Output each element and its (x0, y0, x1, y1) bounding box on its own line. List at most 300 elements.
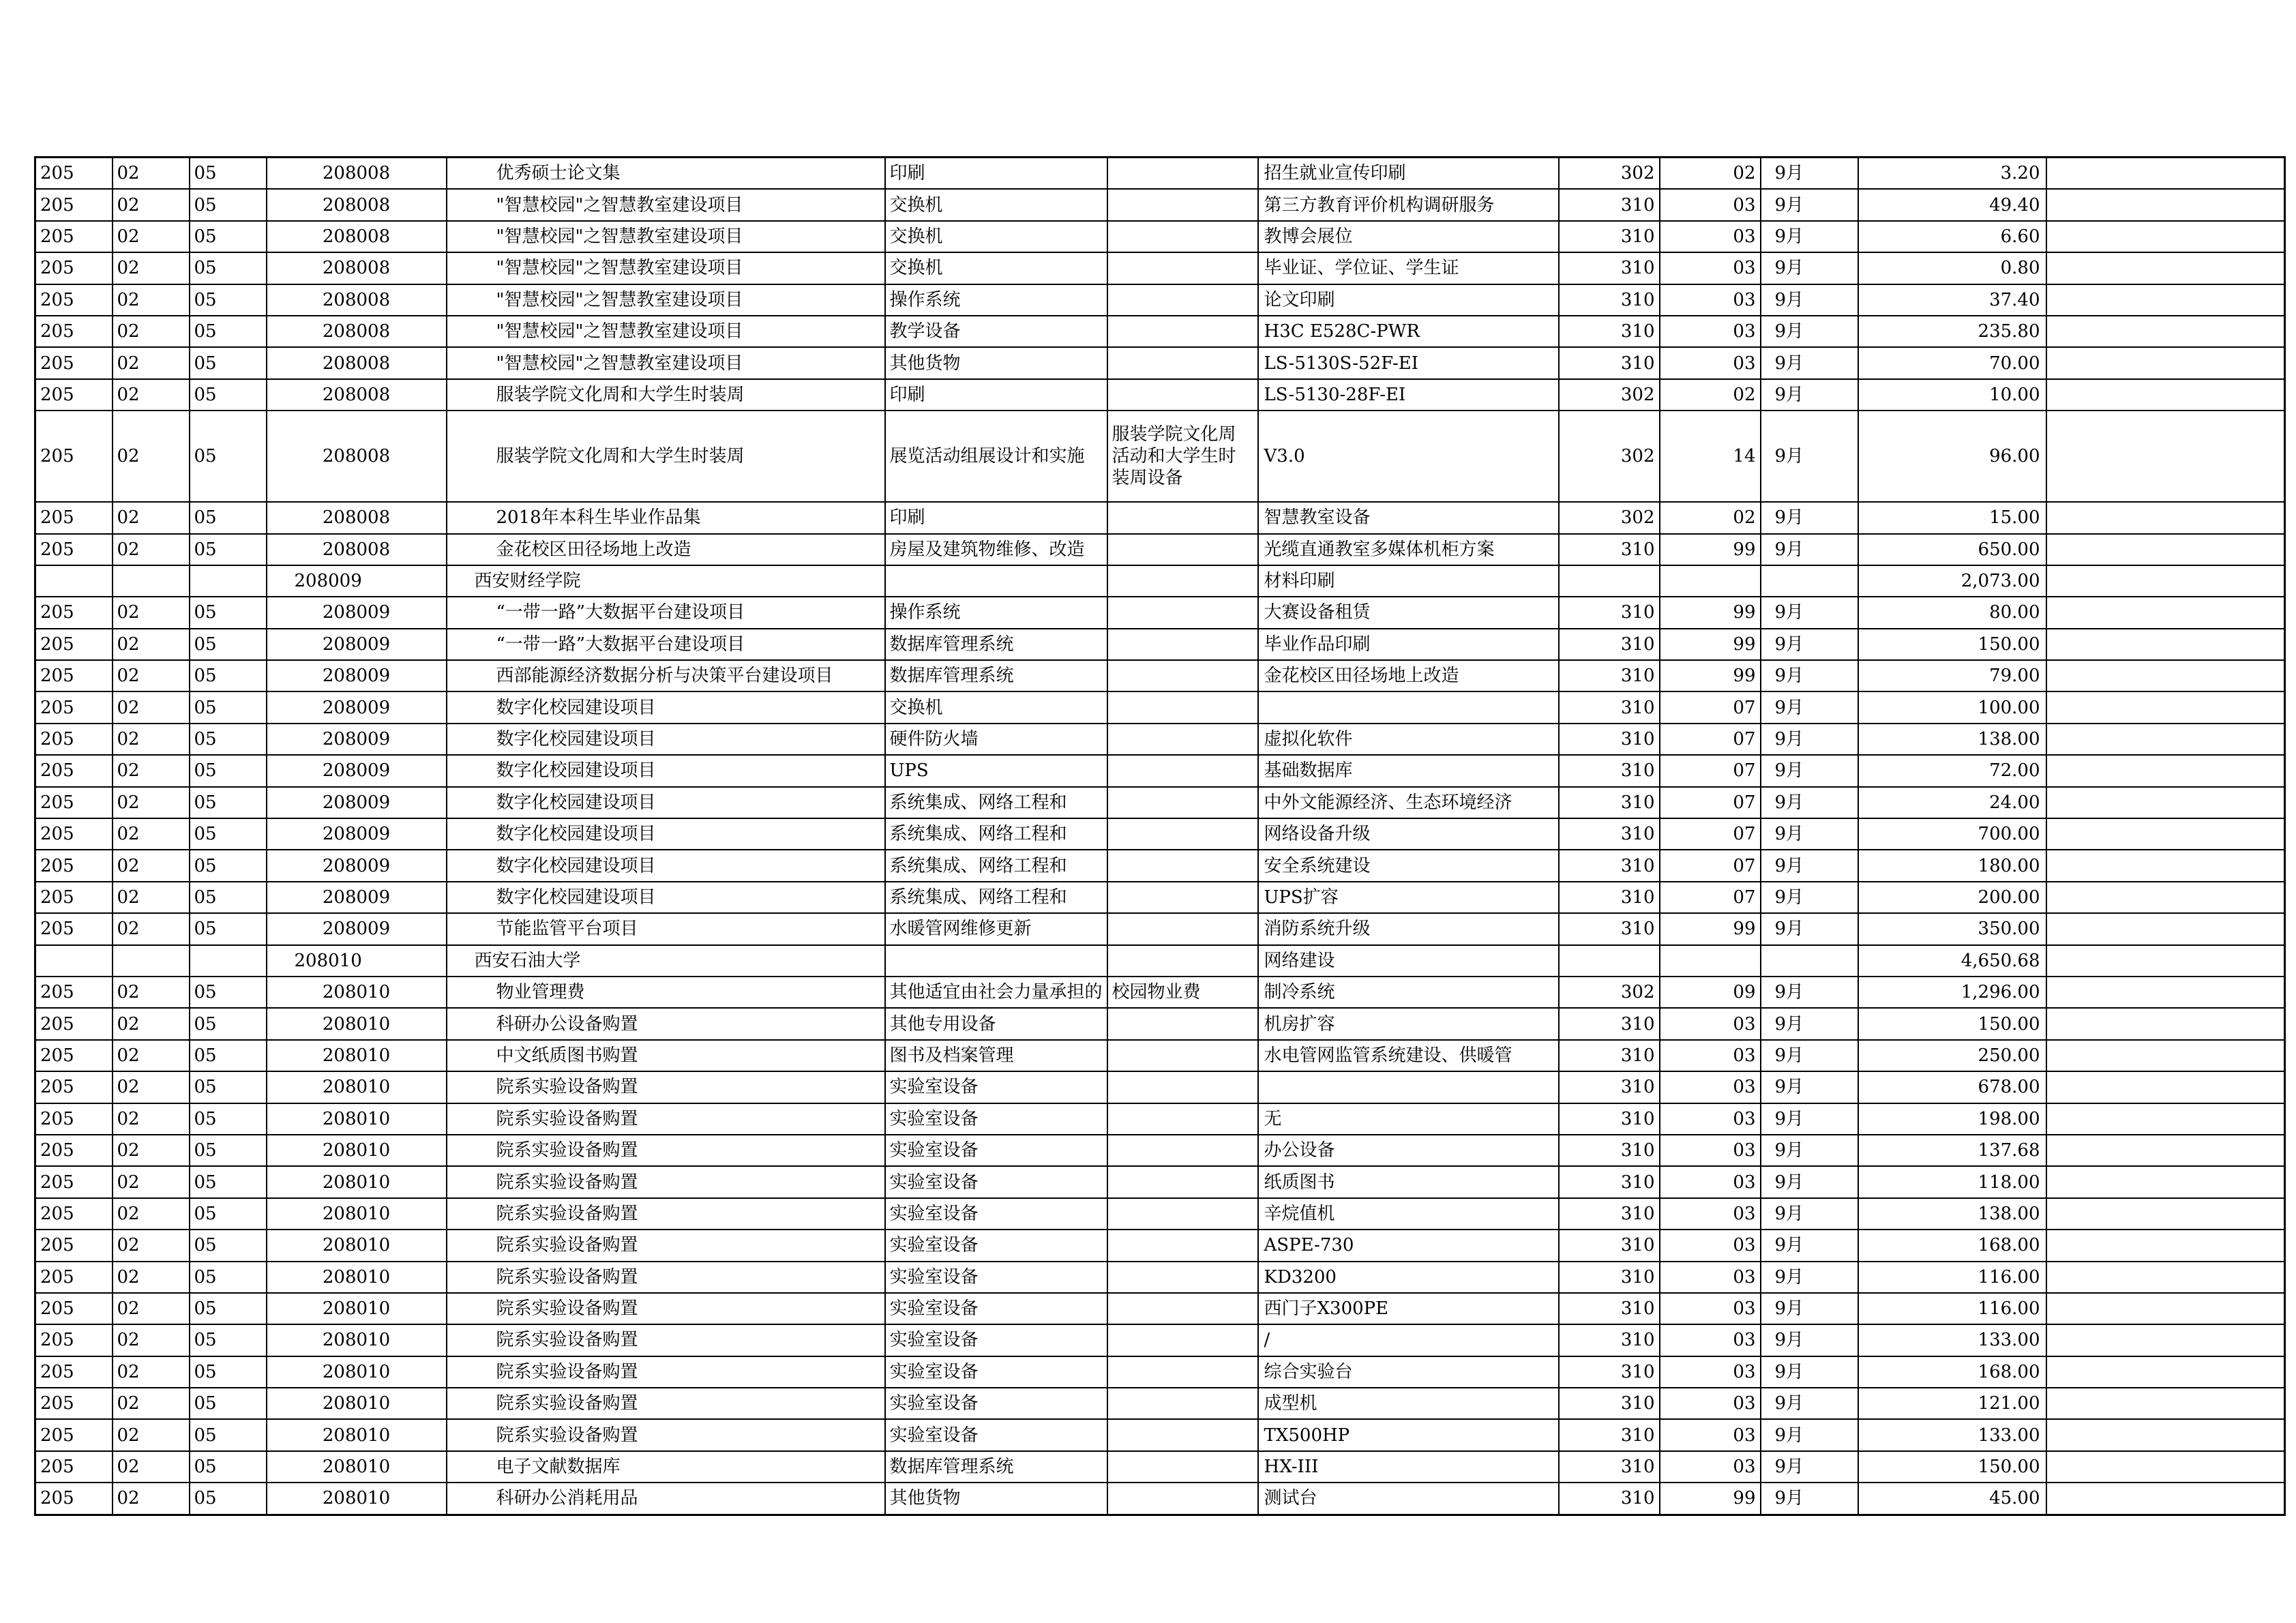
cell-category: 教学设备 (885, 316, 1107, 347)
table-row (35, 221, 2285, 252)
cell-econ-class: 310 (1559, 252, 1660, 284)
cell-extra (2046, 850, 2285, 881)
cell-project-name: 院系实验设备购置 (447, 1419, 885, 1450)
cell-month: 9月 (1761, 221, 1858, 252)
cell-category: 数据库管理系统 (885, 660, 1107, 691)
cell-month: 9月 (1761, 629, 1858, 660)
cell-note (1107, 1166, 1258, 1197)
cell-col-c: 05 (190, 597, 267, 628)
table-body (35, 158, 2285, 1515)
cell-project-name: 科研办公消耗用品 (447, 1483, 885, 1515)
cell-econ-item: 99 (1660, 913, 1761, 944)
cell-item-description: H3C E528C-PWR (1258, 316, 1559, 347)
cell-amount: 72.00 (1858, 755, 2046, 786)
cell-project-name: 2018年本科生毕业作品集 (447, 502, 885, 533)
cell-category: 实验室设备 (885, 1103, 1107, 1135)
cell-col-c: 05 (190, 252, 267, 284)
cell-econ-item: 03 (1660, 1293, 1761, 1324)
cell-item-description: 消防系统升级 (1258, 913, 1559, 944)
cell-project-code: 208008 (267, 534, 447, 565)
cell-amount: 118.00 (1858, 1166, 2046, 1197)
cell-note (1107, 189, 1258, 220)
table-row (35, 1451, 2285, 1483)
cell-extra (2046, 221, 2285, 252)
cell-col-c: 05 (190, 787, 267, 818)
cell-extra (2046, 691, 2285, 723)
cell-project-code: 208009 (267, 882, 447, 913)
cell-project-code: 208009 (267, 850, 447, 881)
cell-month: 9月 (1761, 411, 1858, 502)
cell-econ-class (1559, 565, 1660, 597)
cell-month: 9月 (1761, 158, 1858, 190)
cell-col-a (35, 565, 113, 597)
cell-col-a: 205 (35, 189, 113, 220)
cell-col-b: 02 (113, 629, 190, 660)
cell-note (1107, 1451, 1258, 1483)
cell-col-c: 05 (190, 1198, 267, 1230)
cell-project-name: 西部能源经济数据分析与决策平台建设项目 (447, 660, 885, 691)
cell-col-b: 02 (113, 379, 190, 411)
cell-econ-item: 99 (1660, 534, 1761, 565)
cell-note (1107, 379, 1258, 411)
cell-category: UPS (885, 755, 1107, 786)
cell-category: 实验室设备 (885, 1135, 1107, 1166)
cell-econ-item: 02 (1660, 158, 1761, 190)
cell-col-b: 02 (113, 977, 190, 1008)
cell-item-description: UPS扩容 (1258, 882, 1559, 913)
table-row (35, 158, 2285, 190)
cell-item-description: 基础数据库 (1258, 755, 1559, 786)
cell-month: 9月 (1761, 597, 1858, 628)
cell-col-a: 205 (35, 1166, 113, 1197)
cell-amount: 100.00 (1858, 691, 2046, 723)
cell-project-name: 院系实验设备购置 (447, 1166, 885, 1197)
cell-month: 9月 (1761, 534, 1858, 565)
cell-col-a: 205 (35, 1324, 113, 1356)
cell-econ-class: 310 (1559, 913, 1660, 944)
cell-month: 9月 (1761, 1166, 1858, 1197)
cell-col-a: 205 (35, 755, 113, 786)
cell-note (1107, 221, 1258, 252)
cell-col-b: 02 (113, 1230, 190, 1261)
cell-month: 9月 (1761, 1293, 1858, 1324)
cell-col-a: 205 (35, 1262, 113, 1293)
cell-item-description (1258, 691, 1559, 723)
cell-item-description: 制冷系统 (1258, 977, 1559, 1008)
cell-extra (2046, 629, 2285, 660)
cell-note (1107, 787, 1258, 818)
cell-category: 系统集成、网络工程和 (885, 818, 1107, 850)
cell-amount: 6.60 (1858, 221, 2046, 252)
cell-col-a: 205 (35, 221, 113, 252)
table-row (35, 1419, 2285, 1450)
cell-col-a: 205 (35, 1040, 113, 1071)
cell-note (1107, 1230, 1258, 1261)
cell-col-b: 02 (113, 597, 190, 628)
cell-econ-item: 03 (1660, 1008, 1761, 1039)
cell-col-c: 05 (190, 1388, 267, 1419)
cell-note (1107, 1008, 1258, 1039)
table-row (35, 1356, 2285, 1388)
cell-month: 9月 (1761, 502, 1858, 533)
table-row (35, 629, 2285, 660)
cell-econ-class: 310 (1559, 316, 1660, 347)
table-row (35, 691, 2285, 723)
cell-project-name: 数字化校园建设项目 (447, 882, 885, 913)
cell-col-b: 02 (113, 691, 190, 723)
cell-amount: 49.40 (1858, 189, 2046, 220)
cell-month: 9月 (1761, 379, 1858, 411)
cell-note (1107, 158, 1258, 190)
cell-project-name: "智慧校园"之智慧教室建设项目 (447, 284, 885, 316)
cell-amount: 0.80 (1858, 252, 2046, 284)
cell-amount: 198.00 (1858, 1103, 2046, 1135)
cell-col-c: 05 (190, 379, 267, 411)
cell-econ-class: 310 (1559, 534, 1660, 565)
cell-category: 印刷 (885, 502, 1107, 533)
cell-econ-class: 310 (1559, 660, 1660, 691)
cell-col-c: 05 (190, 882, 267, 913)
cell-category: 实验室设备 (885, 1071, 1107, 1103)
cell-month: 9月 (1761, 1071, 1858, 1103)
cell-amount: 168.00 (1858, 1356, 2046, 1388)
cell-amount: 79.00 (1858, 660, 2046, 691)
table-row (35, 1103, 2285, 1135)
cell-item-description: 论文印刷 (1258, 284, 1559, 316)
cell-category: 实验室设备 (885, 1388, 1107, 1419)
cell-amount: 168.00 (1858, 1230, 2046, 1261)
table-row (35, 977, 2285, 1008)
cell-category: 硬件防火墙 (885, 724, 1107, 755)
cell-item-description: 智慧教室设备 (1258, 502, 1559, 533)
cell-category: 实验室设备 (885, 1356, 1107, 1388)
cell-extra (2046, 502, 2285, 533)
cell-month: 9月 (1761, 1483, 1858, 1515)
cell-category (885, 565, 1107, 597)
cell-extra (2046, 660, 2285, 691)
cell-col-b: 02 (113, 1356, 190, 1388)
cell-note (1107, 284, 1258, 316)
cell-col-c: 05 (190, 850, 267, 881)
cell-extra (2046, 189, 2285, 220)
cell-econ-class: 310 (1559, 1388, 1660, 1419)
cell-col-c: 05 (190, 1293, 267, 1324)
cell-econ-item: 07 (1660, 724, 1761, 755)
table-row (35, 882, 2285, 913)
cell-category: 其他专用设备 (885, 1008, 1107, 1039)
cell-project-name: “一带一路”大数据平台建设项目 (447, 629, 885, 660)
table-row (35, 379, 2285, 411)
cell-note (1107, 1356, 1258, 1388)
cell-project-code: 208008 (267, 189, 447, 220)
cell-amount: 96.00 (1858, 411, 2046, 502)
cell-col-a: 205 (35, 1198, 113, 1230)
cell-project-name: 数字化校园建设项目 (447, 691, 885, 723)
cell-col-a: 205 (35, 597, 113, 628)
cell-col-a: 205 (35, 1293, 113, 1324)
cell-econ-class: 310 (1559, 1356, 1660, 1388)
cell-col-c: 05 (190, 818, 267, 850)
cell-col-a: 205 (35, 818, 113, 850)
cell-econ-class: 310 (1559, 1451, 1660, 1483)
cell-econ-item: 03 (1660, 347, 1761, 378)
cell-project-name: 院系实验设备购置 (447, 1103, 885, 1135)
cell-category: 印刷 (885, 379, 1107, 411)
table-row (35, 1166, 2285, 1197)
cell-econ-class: 310 (1559, 724, 1660, 755)
cell-econ-class: 310 (1559, 1040, 1660, 1071)
cell-month: 9月 (1761, 347, 1858, 378)
cell-col-b: 02 (113, 755, 190, 786)
cell-month: 9月 (1761, 1135, 1858, 1166)
cell-month: 9月 (1761, 1230, 1858, 1261)
cell-col-c: 05 (190, 1008, 267, 1039)
cell-project-name: 院系实验设备购置 (447, 1388, 885, 1419)
cell-extra (2046, 1166, 2285, 1197)
cell-econ-item (1660, 565, 1761, 597)
cell-amount: 137.68 (1858, 1135, 2046, 1166)
cell-col-a: 205 (35, 660, 113, 691)
cell-category: 其他货物 (885, 347, 1107, 378)
cell-extra (2046, 1230, 2285, 1261)
cell-col-a: 205 (35, 158, 113, 190)
cell-extra (2046, 534, 2285, 565)
cell-col-c: 05 (190, 284, 267, 316)
cell-col-a: 205 (35, 913, 113, 944)
cell-col-a: 205 (35, 1135, 113, 1166)
cell-col-a: 205 (35, 724, 113, 755)
cell-item-description: / (1258, 1324, 1559, 1356)
cell-extra (2046, 818, 2285, 850)
cell-project-name: 院系实验设备购置 (447, 1262, 885, 1293)
cell-month: 9月 (1761, 252, 1858, 284)
cell-item-description: 材料印刷 (1258, 565, 1559, 597)
table-row (35, 818, 2285, 850)
cell-econ-class: 310 (1559, 1103, 1660, 1135)
cell-project-code: 208010 (267, 1324, 447, 1356)
cell-col-b: 02 (113, 787, 190, 818)
cell-category: 系统集成、网络工程和 (885, 787, 1107, 818)
cell-col-b: 02 (113, 1262, 190, 1293)
cell-col-a: 205 (35, 882, 113, 913)
cell-note (1107, 252, 1258, 284)
cell-col-c: 05 (190, 1135, 267, 1166)
cell-col-b: 02 (113, 660, 190, 691)
cell-project-name: 院系实验设备购置 (447, 1135, 885, 1166)
cell-project-code: 208010 (267, 1451, 447, 1483)
subtotal-row (35, 565, 2285, 597)
cell-econ-item: 03 (1660, 1419, 1761, 1450)
cell-econ-item: 03 (1660, 1324, 1761, 1356)
cell-project-name: "智慧校园"之智慧教室建设项目 (447, 252, 885, 284)
cell-col-b: 02 (113, 1071, 190, 1103)
cell-extra (2046, 977, 2285, 1008)
cell-month: 9月 (1761, 1040, 1858, 1071)
cell-project-code: 208008 (267, 379, 447, 411)
cell-amount: 37.40 (1858, 284, 2046, 316)
cell-month: 9月 (1761, 913, 1858, 944)
cell-category: 交换机 (885, 691, 1107, 723)
cell-project-code: 208009 (267, 913, 447, 944)
cell-col-c: 05 (190, 1262, 267, 1293)
cell-col-c (190, 565, 267, 597)
table-row (35, 252, 2285, 284)
cell-project-name: 数字化校园建设项目 (447, 724, 885, 755)
cell-month: 9月 (1761, 755, 1858, 786)
cell-col-a: 205 (35, 379, 113, 411)
table-row (35, 411, 2285, 502)
cell-note (1107, 818, 1258, 850)
cell-econ-item: 03 (1660, 1103, 1761, 1135)
cell-item-description: 光缆直通教室多媒体机柜方案 (1258, 534, 1559, 565)
cell-col-c: 05 (190, 502, 267, 533)
cell-category: 系统集成、网络工程和 (885, 882, 1107, 913)
cell-col-b: 02 (113, 1135, 190, 1166)
cell-amount: 116.00 (1858, 1293, 2046, 1324)
cell-col-a: 205 (35, 502, 113, 533)
cell-col-b: 02 (113, 1324, 190, 1356)
cell-extra (2046, 284, 2285, 316)
cell-extra (2046, 1293, 2285, 1324)
cell-col-c: 05 (190, 1166, 267, 1197)
table-row (35, 534, 2285, 565)
cell-col-c: 05 (190, 1103, 267, 1135)
cell-col-b: 02 (113, 882, 190, 913)
cell-item-description: ASPE-730 (1258, 1230, 1559, 1261)
cell-econ-item: 99 (1660, 1483, 1761, 1515)
cell-month: 9月 (1761, 1324, 1858, 1356)
cell-project-name: "智慧校园"之智慧教室建设项目 (447, 189, 885, 220)
cell-category: 实验室设备 (885, 1324, 1107, 1356)
cell-category: 实验室设备 (885, 1293, 1107, 1324)
cell-month: 9月 (1761, 189, 1858, 220)
cell-project-name: 数字化校园建设项目 (447, 818, 885, 850)
cell-amount: 1,296.00 (1858, 977, 2046, 1008)
cell-note (1107, 1419, 1258, 1450)
cell-econ-class: 302 (1559, 977, 1660, 1008)
cell-col-a: 205 (35, 411, 113, 502)
cell-project-name: 西安财经学院 (447, 565, 885, 597)
cell-econ-item: 03 (1660, 1135, 1761, 1166)
cell-note (1107, 850, 1258, 881)
cell-project-code: 208009 (267, 629, 447, 660)
cell-amount: 200.00 (1858, 882, 2046, 913)
cell-econ-class: 310 (1559, 1135, 1660, 1166)
cell-econ-class: 310 (1559, 1230, 1660, 1261)
cell-amount: 138.00 (1858, 1198, 2046, 1230)
cell-col-b: 02 (113, 316, 190, 347)
cell-econ-class: 310 (1559, 189, 1660, 220)
cell-project-code: 208009 (267, 787, 447, 818)
cell-project-code: 208008 (267, 347, 447, 378)
cell-col-b: 02 (113, 221, 190, 252)
cell-amount: 2,073.00 (1858, 565, 2046, 597)
cell-col-c: 05 (190, 221, 267, 252)
cell-col-c: 05 (190, 1071, 267, 1103)
cell-extra (2046, 1071, 2285, 1103)
cell-extra (2046, 1262, 2285, 1293)
cell-note (1107, 629, 1258, 660)
cell-item-description: KD3200 (1258, 1262, 1559, 1293)
cell-project-code: 208010 (267, 1419, 447, 1450)
cell-note (1107, 597, 1258, 628)
cell-note (1107, 1040, 1258, 1071)
cell-item-description: 大赛设备租赁 (1258, 597, 1559, 628)
cell-project-name: 科研办公设备购置 (447, 1008, 885, 1039)
cell-econ-class: 302 (1559, 502, 1660, 533)
cell-project-name: 院系实验设备购置 (447, 1356, 885, 1388)
cell-amount: 133.00 (1858, 1419, 2046, 1450)
cell-item-description: 金花校区田径场地上改造 (1258, 660, 1559, 691)
cell-project-name: 电子文献数据库 (447, 1451, 885, 1483)
cell-item-description: 机房扩容 (1258, 1008, 1559, 1039)
cell-col-b: 02 (113, 502, 190, 533)
cell-econ-item: 99 (1660, 597, 1761, 628)
cell-col-b: 02 (113, 1166, 190, 1197)
cell-project-code: 208009 (267, 660, 447, 691)
cell-project-code: 208009 (267, 755, 447, 786)
cell-note (1107, 1071, 1258, 1103)
cell-note (1107, 913, 1258, 944)
cell-month: 9月 (1761, 724, 1858, 755)
cell-item-description: V3.0 (1258, 411, 1559, 502)
cell-project-code: 208009 (267, 597, 447, 628)
cell-category: 操作系统 (885, 597, 1107, 628)
cell-category: 系统集成、网络工程和 (885, 850, 1107, 881)
cell-note (1107, 1198, 1258, 1230)
cell-econ-item: 99 (1660, 660, 1761, 691)
cell-extra (2046, 1483, 2285, 1515)
budget-table (34, 156, 2286, 1516)
cell-month: 9月 (1761, 1451, 1858, 1483)
cell-amount: 138.00 (1858, 724, 2046, 755)
cell-item-description (1258, 1071, 1559, 1103)
cell-note (1107, 755, 1258, 786)
cell-col-b: 02 (113, 1388, 190, 1419)
table-row (35, 1293, 2285, 1324)
cell-note (1107, 565, 1258, 597)
cell-col-c: 05 (190, 316, 267, 347)
cell-project-name: 院系实验设备购置 (447, 1198, 885, 1230)
cell-note (1107, 1135, 1258, 1166)
cell-econ-class: 310 (1559, 882, 1660, 913)
table-row (35, 1483, 2285, 1515)
cell-project-code: 208010 (267, 1198, 447, 1230)
cell-col-a (35, 945, 113, 977)
cell-col-a: 205 (35, 1451, 113, 1483)
cell-col-b: 02 (113, 1483, 190, 1515)
cell-month: 9月 (1761, 1356, 1858, 1388)
cell-note (1107, 660, 1258, 691)
cell-project-code: 208010 (267, 1071, 447, 1103)
cell-month: 9月 (1761, 882, 1858, 913)
cell-col-a: 205 (35, 1103, 113, 1135)
cell-note (1107, 1388, 1258, 1419)
cell-col-b: 02 (113, 252, 190, 284)
cell-col-a: 205 (35, 1356, 113, 1388)
cell-item-description: 招生就业宣传印刷 (1258, 158, 1559, 190)
cell-category (885, 945, 1107, 977)
cell-econ-item (1660, 945, 1761, 977)
cell-col-b: 02 (113, 850, 190, 881)
cell-col-c: 05 (190, 1040, 267, 1071)
cell-amount: 116.00 (1858, 1262, 2046, 1293)
cell-col-c: 05 (190, 755, 267, 786)
cell-project-code: 208009 (267, 724, 447, 755)
cell-econ-class: 310 (1559, 1008, 1660, 1039)
cell-project-code: 208010 (267, 1040, 447, 1071)
cell-econ-item: 03 (1660, 252, 1761, 284)
